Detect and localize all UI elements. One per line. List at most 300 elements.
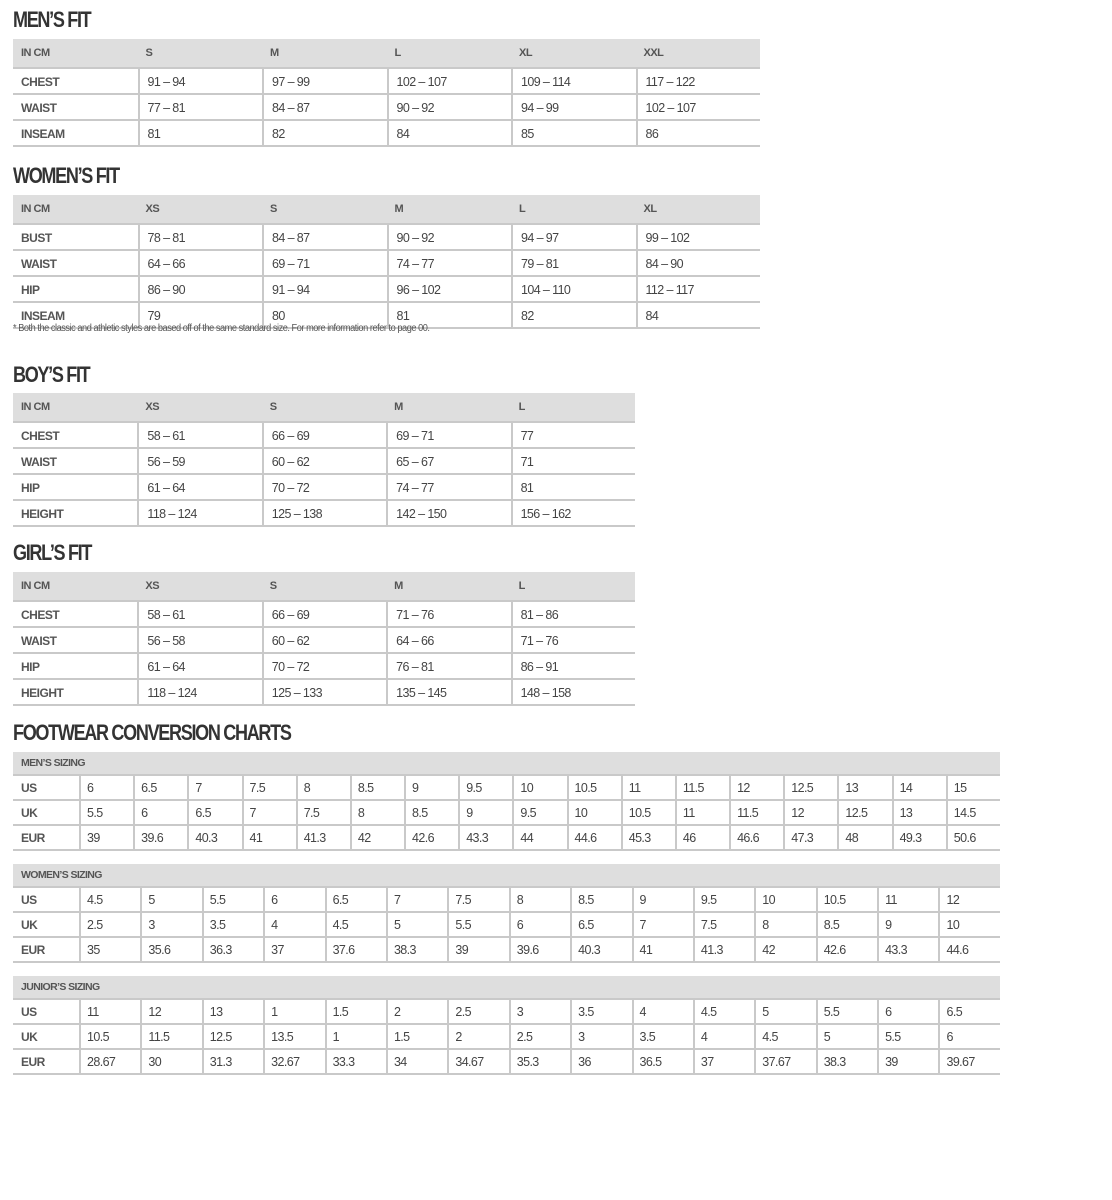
size-cell: 34 [386,1050,447,1075]
size-header: L [511,393,635,423]
size-cell: 8 [754,913,815,938]
size-cell: 6.5 [570,913,631,938]
measurement-cell: 96 – 102 [387,277,512,303]
measurement-cell: 84 [636,303,761,329]
size-cell: 7.5 [296,801,350,826]
measurement-cell: 81 [138,121,263,147]
size-cell: 6 [79,776,133,801]
measurement-cell: 60 – 62 [262,449,386,475]
measurement-cell: 117 – 122 [636,69,761,95]
table-row [13,1000,1000,1025]
measurement-cell: 125 – 133 [262,680,386,706]
size-cell: 13 [892,801,946,826]
size-header: L [511,572,635,602]
row-label: WAIST [13,449,137,475]
row-label: HIP [13,277,138,303]
measurement-cell: 118 – 124 [137,501,261,527]
row-label: CHEST [13,69,138,95]
size-cell: 14.5 [946,801,1000,826]
size-cell: 9 [458,801,512,826]
measurement-cell: 76 – 81 [386,654,510,680]
size-cell: 4.5 [79,888,140,913]
size-cell: 14 [892,776,946,801]
row-label: UK [13,913,79,938]
size-cell: 32.67 [263,1050,324,1075]
size-cell: 8.5 [350,776,404,801]
size-cell: 1.5 [386,1025,447,1050]
measurement-cell: 85 [511,121,636,147]
size-cell: 7 [187,776,241,801]
table-row [13,680,635,706]
size-cell: 12 [140,1000,201,1025]
sizing-header-row [13,864,1000,888]
unit-header: IN CM [13,572,137,602]
size-cell: 6.5 [938,1000,1000,1025]
measurement-cell: 91 – 94 [138,69,263,95]
measurement-cell: 70 – 72 [262,654,386,680]
table-row [13,913,1000,938]
size-cell: 35.3 [509,1050,570,1075]
measurement-cell: 82 [262,121,387,147]
row-label: HIP [13,475,137,501]
measurement-cell: 86 [636,121,761,147]
size-cell: 39 [447,938,508,963]
row-label: HEIGHT [13,501,137,527]
sizing-header: WOMEN’S SIZING [13,864,1000,888]
measurement-cell: 156 – 162 [511,501,635,527]
row-label: INSEAM [13,303,138,329]
measurement-cell: 81 [511,475,635,501]
measurement-cell: 94 – 97 [511,225,636,251]
measurement-cell: 97 – 99 [262,69,387,95]
size-cell: 11 [621,776,675,801]
table-row [13,1025,1000,1050]
size-cell: 35.6 [140,938,201,963]
size-cell: 46.6 [729,826,783,851]
row-label: CHEST [13,602,137,628]
measurement-cell: 142 – 150 [386,501,510,527]
measurement-cell: 84 [387,121,512,147]
size-cell: 41.3 [693,938,754,963]
sizing-header-row [13,752,1000,776]
measurement-cell: 64 – 66 [386,628,510,654]
size-cell: 6 [509,913,570,938]
mens-sizing-table [13,752,1000,851]
size-cell: 3 [509,1000,570,1025]
size-cell: 38.3 [816,1050,877,1075]
table-row [13,277,760,303]
size-cell: 38.3 [386,938,447,963]
size-cell: 13.5 [263,1025,324,1050]
size-cell: 7 [242,801,296,826]
row-label: US [13,1000,79,1025]
measurement-cell: 61 – 64 [137,654,261,680]
measurement-cell: 61 – 64 [137,475,261,501]
size-cell: 11 [877,888,938,913]
size-cell: 4 [632,1000,693,1025]
size-cell: 6 [877,1000,938,1025]
girls-fit-table [13,572,635,706]
size-cell: 15 [946,776,1000,801]
size-cell: 10.5 [567,776,621,801]
size-header: S [262,195,387,225]
size-header: L [511,195,636,225]
row-label: US [13,776,79,801]
measurement-cell: 81 [387,303,512,329]
measurement-cell: 69 – 71 [386,423,510,449]
unit-header: IN CM [13,39,138,69]
size-header: XS [138,195,263,225]
measurement-cell: 58 – 61 [137,423,261,449]
size-cell: 31.3 [202,1050,263,1075]
size-cell: 37 [693,1050,754,1075]
row-label: EUR [13,1050,79,1075]
size-header: XL [636,195,761,225]
measurement-cell: 58 – 61 [137,602,261,628]
size-cell: 36.5 [632,1050,693,1075]
size-cell: 8 [509,888,570,913]
size-cell: 37.67 [754,1050,815,1075]
size-cell: 36.3 [202,938,263,963]
table-header-row [13,393,635,423]
size-cell: 46 [675,826,729,851]
size-cell: 10 [567,801,621,826]
size-cell: 5.5 [202,888,263,913]
measurement-cell: 66 – 69 [262,602,386,628]
size-cell: 9.5 [458,776,512,801]
measurement-cell: 66 – 69 [262,423,386,449]
size-cell: 39.6 [133,826,187,851]
table-row [13,801,1000,826]
row-label: INSEAM [13,121,138,147]
size-cell: 42 [754,938,815,963]
table-row [13,95,760,121]
measurement-cell: 148 – 158 [511,680,635,706]
measurement-cell: 56 – 59 [137,449,261,475]
table-row [13,776,1000,801]
size-cell: 50.6 [946,826,1000,851]
size-header: XS [137,393,261,423]
table-row [13,628,635,654]
measurement-cell: 112 – 117 [636,277,761,303]
size-cell: 42 [350,826,404,851]
measurement-cell: 81 – 86 [511,602,635,628]
size-cell: 9 [877,913,938,938]
measurement-cell: 99 – 102 [636,225,761,251]
measurement-cell: 77 [511,423,635,449]
measurement-cell: 60 – 62 [262,628,386,654]
table-row [13,501,635,527]
row-label: WAIST [13,628,137,654]
girls-fit-title: GIRL’S FIT [13,540,92,565]
size-header: S [138,39,263,69]
measurement-cell: 71 [511,449,635,475]
size-cell: 4.5 [325,913,386,938]
size-cell: 12.5 [783,776,837,801]
size-cell: 4.5 [754,1025,815,1050]
table-header-row [13,572,635,602]
table-header-row [13,39,760,69]
measurement-cell: 86 – 91 [511,654,635,680]
size-cell: 9 [404,776,458,801]
row-label: EUR [13,938,79,963]
measurement-cell: 118 – 124 [137,680,261,706]
row-label: CHEST [13,423,137,449]
size-cell: 11 [675,801,729,826]
size-cell: 5.5 [816,1000,877,1025]
womens-fit-title: WOMEN’S FIT [13,163,119,188]
size-cell: 40.3 [187,826,241,851]
table-row [13,938,1000,963]
size-cell: 6 [263,888,324,913]
table-row [13,423,635,449]
size-cell: 3 [570,1025,631,1050]
sizing-header: JUNIOR’S SIZING [13,976,1000,1000]
measurement-cell: 84 – 87 [262,95,387,121]
size-cell: 41 [632,938,693,963]
size-cell: 7 [386,888,447,913]
size-header: M [387,195,512,225]
size-cell: 35 [79,938,140,963]
size-cell: 6 [133,801,187,826]
size-cell: 41 [242,826,296,851]
size-cell: 2 [447,1025,508,1050]
size-cell: 41.3 [296,826,350,851]
size-cell: 9 [632,888,693,913]
size-header: S [262,393,386,423]
boys-fit-title: BOY’S FIT [13,362,90,387]
size-cell: 12 [938,888,1000,913]
measurement-cell: 77 – 81 [138,95,263,121]
womens-fit-table [13,195,760,329]
measurement-cell: 56 – 58 [137,628,261,654]
size-cell: 5 [140,888,201,913]
size-header: XXL [636,39,761,69]
size-cell: 6 [938,1025,1000,1050]
measurement-cell: 78 – 81 [138,225,263,251]
table-row [13,225,760,251]
size-cell: 10.5 [816,888,877,913]
size-cell: 12 [729,776,783,801]
size-cell: 10.5 [79,1025,140,1050]
measurement-cell: 82 [511,303,636,329]
size-cell: 10.5 [621,801,675,826]
size-cell: 10 [938,913,1000,938]
size-cell: 5.5 [79,801,133,826]
measurement-cell: 71 – 76 [386,602,510,628]
table-row [13,475,635,501]
measurement-cell: 135 – 145 [386,680,510,706]
unit-header: IN CM [13,393,137,423]
row-label: WAIST [13,251,138,277]
table-row [13,121,760,147]
size-header: S [262,572,386,602]
size-cell: 4 [263,913,324,938]
size-cell: 8.5 [404,801,458,826]
table-row [13,654,635,680]
measurement-cell: 90 – 92 [387,95,512,121]
row-label: UK [13,1025,79,1050]
junior-sizing-table [13,976,1000,1075]
size-cell: 30 [140,1050,201,1075]
measurement-cell: 65 – 67 [386,449,510,475]
size-cell: 37.6 [325,938,386,963]
size-cell: 7.5 [693,913,754,938]
size-cell: 5 [816,1025,877,1050]
row-label: EUR [13,826,79,851]
size-cell: 45.3 [621,826,675,851]
size-cell: 44.6 [938,938,1000,963]
size-cell: 5.5 [447,913,508,938]
size-cell: 37 [263,938,324,963]
row-label: BUST [13,225,138,251]
measurement-cell: 74 – 77 [386,475,510,501]
measurement-cell: 74 – 77 [387,251,512,277]
size-header: M [262,39,387,69]
size-cell: 33.3 [325,1050,386,1075]
size-cell: 6.5 [187,801,241,826]
size-cell: 11 [79,1000,140,1025]
size-cell: 12.5 [202,1025,263,1050]
measurement-cell: 69 – 71 [262,251,387,277]
measurement-cell: 91 – 94 [262,277,387,303]
size-cell: 1 [263,1000,324,1025]
table-row [13,449,635,475]
measurement-cell: 86 – 90 [138,277,263,303]
size-cell: 39.67 [938,1050,1000,1075]
size-cell: 1.5 [325,1000,386,1025]
measurement-cell: 102 – 107 [387,69,512,95]
table-row [13,888,1000,913]
size-cell: 3.5 [202,913,263,938]
size-header: L [387,39,512,69]
size-cell: 5 [754,1000,815,1025]
table-row [13,602,635,628]
size-cell: 11.5 [140,1025,201,1050]
size-cell: 7.5 [242,776,296,801]
measurement-cell: 64 – 66 [138,251,263,277]
measurement-cell: 102 – 107 [636,95,761,121]
size-cell: 9.5 [693,888,754,913]
size-cell: 3 [140,913,201,938]
size-header: M [386,572,510,602]
size-cell: 2 [386,1000,447,1025]
table-row [13,69,760,95]
size-header: XS [137,572,261,602]
table-row [13,826,1000,851]
size-cell: 10 [754,888,815,913]
size-cell: 2.5 [509,1025,570,1050]
sizing-header-row [13,976,1000,1000]
table-row [13,251,760,277]
size-cell: 5 [386,913,447,938]
size-cell: 12.5 [837,801,891,826]
measurement-cell: 84 – 90 [636,251,761,277]
size-header: XL [511,39,636,69]
measurement-cell: 70 – 72 [262,475,386,501]
size-cell: 13 [202,1000,263,1025]
size-cell: 39 [877,1050,938,1075]
size-cell: 6.5 [133,776,187,801]
table-header-row [13,195,760,225]
measurement-cell: 80 [262,303,387,329]
size-header: M [386,393,510,423]
measurement-cell: 104 – 110 [511,277,636,303]
size-cell: 8.5 [570,888,631,913]
size-cell: 11.5 [729,801,783,826]
measurement-cell: 90 – 92 [387,225,512,251]
mens-fit-table [13,39,760,147]
size-cell: 4.5 [693,1000,754,1025]
size-cell: 6.5 [325,888,386,913]
row-label: WAIST [13,95,138,121]
row-label: HEIGHT [13,680,137,706]
footwear-title: FOOTWEAR CONVERSION CHARTS [13,720,291,745]
unit-header: IN CM [13,195,138,225]
row-label: HIP [13,654,137,680]
womens-sizing-table [13,864,1000,963]
size-cell: 8 [296,776,350,801]
size-cell: 10 [512,776,566,801]
size-cell: 1 [325,1025,386,1050]
size-cell: 7.5 [447,888,508,913]
measurement-cell: 125 – 138 [262,501,386,527]
size-cell: 47.3 [783,826,837,851]
measurement-cell: 94 – 99 [511,95,636,121]
size-cell: 44 [512,826,566,851]
size-cell: 36 [570,1050,631,1075]
size-cell: 43.3 [458,826,512,851]
size-cell: 40.3 [570,938,631,963]
size-cell: 8 [350,801,404,826]
size-cell: 43.3 [877,938,938,963]
womens-fit-note: * Both the classic and athletic styles are based off of the same standard size. For more information refer to page 00. [13,323,430,334]
size-cell: 13 [837,776,891,801]
size-cell: 49.3 [892,826,946,851]
sizing-header: MEN’S SIZING [13,752,1000,776]
size-cell: 42.6 [404,826,458,851]
size-cell: 2.5 [447,1000,508,1025]
size-cell: 34.67 [447,1050,508,1075]
size-cell: 5.5 [877,1025,938,1050]
size-cell: 42.6 [816,938,877,963]
size-cell: 12 [783,801,837,826]
size-cell: 8.5 [816,913,877,938]
size-cell: 3.5 [632,1025,693,1050]
table-row [13,1050,1000,1075]
size-cell: 28.67 [79,1050,140,1075]
measurement-cell: 79 [138,303,263,329]
size-cell: 48 [837,826,891,851]
size-cell: 2.5 [79,913,140,938]
mens-fit-title: MEN’S FIT [13,7,91,32]
size-cell: 11.5 [675,776,729,801]
size-cell: 44.6 [567,826,621,851]
row-label: UK [13,801,79,826]
measurement-cell: 84 – 87 [262,225,387,251]
boys-fit-table [13,393,635,527]
measurement-cell: 79 – 81 [511,251,636,277]
size-cell: 9.5 [512,801,566,826]
measurement-cell: 109 – 114 [511,69,636,95]
size-cell: 4 [693,1025,754,1050]
size-cell: 39.6 [509,938,570,963]
size-cell: 39 [79,826,133,851]
measurement-cell: 71 – 76 [511,628,635,654]
size-cell: 3.5 [570,1000,631,1025]
size-cell: 7 [632,913,693,938]
row-label: US [13,888,79,913]
